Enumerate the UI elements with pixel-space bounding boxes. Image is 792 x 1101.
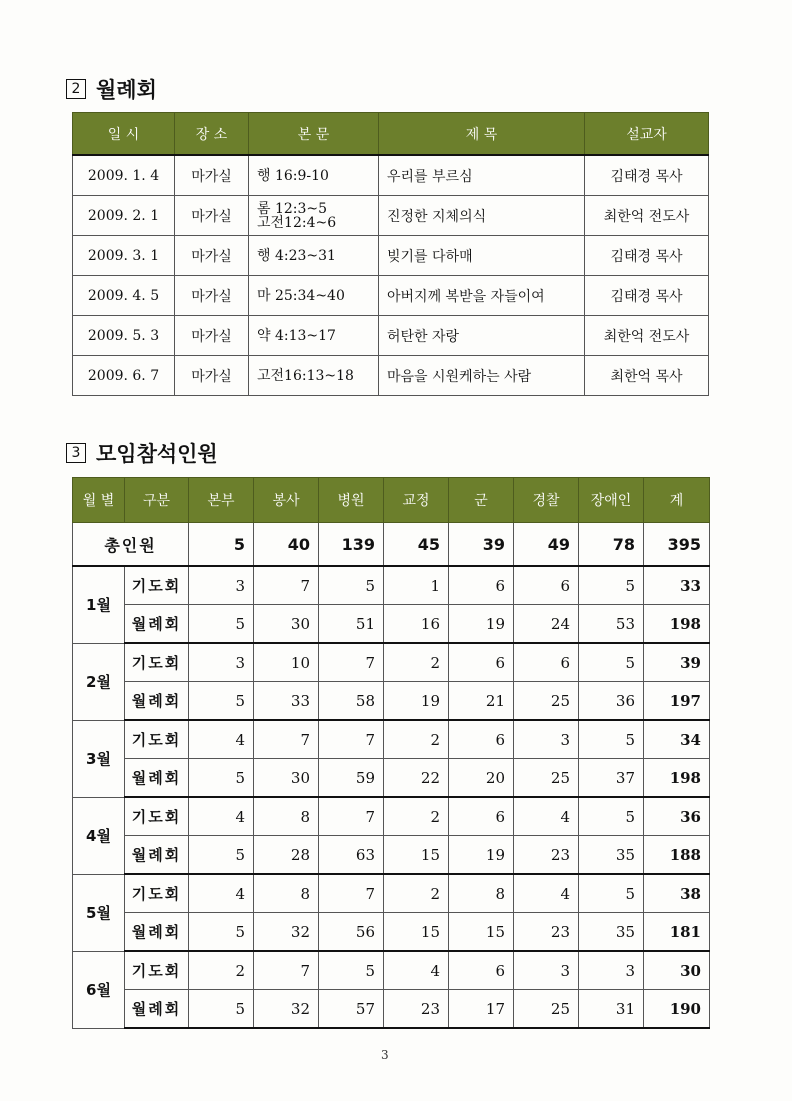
sermon-subject: 우리를 부르심 (379, 155, 585, 196)
section3-heading (66, 438, 218, 468)
attendance-cell: 57 (319, 990, 384, 1029)
sermon-passage-line: 행 4:23~31 (257, 247, 336, 264)
sermon-passage-line: 고전12:4~6 (257, 214, 337, 231)
attendance-cell: 5 (189, 682, 254, 721)
attendance-cell: 28 (254, 836, 319, 875)
attendance-header-cell: 군 (449, 478, 514, 523)
attendance-row (73, 759, 710, 798)
attendance-row (73, 913, 710, 952)
attendance-table (72, 477, 710, 1029)
attendance-month-label: 6월 (73, 951, 125, 1028)
sermon-row (73, 316, 709, 356)
attendance-cell: 34 (644, 720, 710, 759)
attendance-cell: 7 (319, 643, 384, 682)
section2-heading (66, 74, 157, 104)
attendance-month-label: 1월 (73, 566, 125, 643)
sermon-preacher: 최한억 전도사 (585, 196, 709, 236)
attendance-cell: 3 (189, 566, 254, 605)
attendance-cell: 35 (579, 836, 644, 875)
attendance-cell: 3 (579, 951, 644, 990)
attendance-header-cell: 경찰 (514, 478, 579, 523)
sermon-passage-line: 고전16:13~18 (257, 367, 354, 384)
sermon-header-cell: 일 시 (73, 113, 175, 156)
attendance-cell: 33 (644, 566, 710, 605)
attendance-cell: 4 (189, 720, 254, 759)
sermon-date: 2009. 2. 1 (73, 196, 175, 236)
sermon-date: 2009. 5. 3 (73, 316, 175, 356)
sermon-row (73, 196, 709, 236)
attendance-cell: 51 (319, 605, 384, 644)
attendance-cell: 5 (579, 643, 644, 682)
attendance-cell: 36 (579, 682, 644, 721)
sermon-passage (249, 155, 379, 196)
attendance-cell: 7 (254, 951, 319, 990)
attendance-row (73, 605, 710, 644)
attendance-cell: 22 (384, 759, 449, 798)
attendance-cell: 15 (384, 913, 449, 952)
attendance-type-label: 기도회 (125, 566, 189, 605)
sermon-place: 마가실 (175, 316, 249, 356)
attendance-cell: 19 (384, 682, 449, 721)
attendance-cell: 63 (319, 836, 384, 875)
attendance-cell: 4 (514, 797, 579, 836)
sermon-passage (249, 356, 379, 396)
sermon-date: 2009. 1. 4 (73, 155, 175, 196)
attendance-total-cell: 49 (514, 523, 579, 567)
attendance-cell: 5 (319, 951, 384, 990)
attendance-type-label: 기도회 (125, 797, 189, 836)
attendance-cell: 39 (644, 643, 710, 682)
attendance-cell: 2 (384, 874, 449, 913)
attendance-row (73, 643, 710, 682)
attendance-month-label: 4월 (73, 797, 125, 874)
attendance-cell: 19 (449, 605, 514, 644)
attendance-cell: 6 (449, 951, 514, 990)
attendance-row (73, 566, 710, 605)
attendance-header-cell: 장애인 (579, 478, 644, 523)
sermon-row (73, 276, 709, 316)
sermon-date: 2009. 3. 1 (73, 236, 175, 276)
attendance-cell: 6 (449, 643, 514, 682)
attendance-cell: 181 (644, 913, 710, 952)
attendance-total-cell: 139 (319, 523, 384, 567)
sermon-place: 마가실 (175, 356, 249, 396)
attendance-type-label: 월례회 (125, 836, 189, 875)
attendance-total-cell: 395 (644, 523, 710, 567)
sermon-row (73, 356, 709, 396)
attendance-cell: 8 (254, 874, 319, 913)
attendance-cell: 7 (319, 720, 384, 759)
sermon-header-cell: 본 문 (249, 113, 379, 156)
attendance-header-cell: 계 (644, 478, 710, 523)
attendance-row (73, 990, 710, 1029)
attendance-cell: 5 (579, 874, 644, 913)
attendance-cell: 30 (254, 759, 319, 798)
sermon-table (72, 112, 709, 396)
attendance-cell: 36 (644, 797, 710, 836)
attendance-table-header (73, 478, 710, 523)
attendance-cell: 20 (449, 759, 514, 798)
attendance-header-cell: 구분 (125, 478, 189, 523)
section2-title: 월례회 (96, 78, 157, 102)
attendance-cell: 188 (644, 836, 710, 875)
attendance-cell: 6 (449, 797, 514, 836)
attendance-cell: 5 (189, 990, 254, 1029)
section3-title: 모임참석인원 (96, 442, 218, 466)
attendance-cell: 21 (449, 682, 514, 721)
attendance-total-cell: 45 (384, 523, 449, 567)
attendance-cell: 2 (384, 797, 449, 836)
sermon-passage (249, 196, 379, 236)
sermon-subject: 아버지께 복받을 자들이여 (379, 276, 585, 316)
sermon-preacher: 김태경 목사 (585, 155, 709, 196)
sermon-passage-line: 행 16:9-10 (257, 167, 329, 184)
attendance-month-label: 2월 (73, 643, 125, 720)
attendance-cell: 23 (514, 913, 579, 952)
attendance-cell: 19 (449, 836, 514, 875)
attendance-total-label: 총인원 (73, 523, 189, 567)
attendance-type-label: 월례회 (125, 913, 189, 952)
sermon-header-cell: 제 목 (379, 113, 585, 156)
attendance-cell: 2 (384, 720, 449, 759)
sermon-preacher: 김태경 목사 (585, 236, 709, 276)
attendance-cell: 56 (319, 913, 384, 952)
attendance-total-cell: 78 (579, 523, 644, 567)
attendance-header-cell: 병원 (319, 478, 384, 523)
attendance-header-cell: 본부 (189, 478, 254, 523)
sermon-passage-line: 마 25:34~40 (257, 287, 345, 304)
attendance-header-cell: 봉사 (254, 478, 319, 523)
sermon-header-cell: 장 소 (175, 113, 249, 156)
attendance-cell: 1 (384, 566, 449, 605)
sermon-passage-line: 롬 12:3~5 (257, 200, 328, 217)
attendance-cell: 3 (514, 951, 579, 990)
attendance-cell: 5 (579, 720, 644, 759)
attendance-header-cell: 교정 (384, 478, 449, 523)
page-number: 3 (381, 1048, 389, 1062)
attendance-cell: 23 (384, 990, 449, 1029)
sermon-preacher: 김태경 목사 (585, 276, 709, 316)
attendance-row (73, 951, 710, 990)
attendance-cell: 5 (189, 836, 254, 875)
attendance-cell: 35 (579, 913, 644, 952)
attendance-cell: 5 (189, 605, 254, 644)
attendance-cell: 6 (514, 566, 579, 605)
attendance-cell: 5 (189, 913, 254, 952)
attendance-cell: 6 (514, 643, 579, 682)
attendance-cell: 23 (514, 836, 579, 875)
attendance-type-label: 월례회 (125, 759, 189, 798)
attendance-type-label: 기도회 (125, 951, 189, 990)
attendance-cell: 30 (644, 951, 710, 990)
attendance-cell: 15 (384, 836, 449, 875)
attendance-total-cell: 5 (189, 523, 254, 567)
attendance-total-cell: 39 (449, 523, 514, 567)
attendance-cell: 5 (189, 759, 254, 798)
attendance-cell: 25 (514, 759, 579, 798)
attendance-cell: 59 (319, 759, 384, 798)
sermon-row (73, 155, 709, 196)
sermon-table-header (73, 113, 709, 156)
attendance-cell: 198 (644, 759, 710, 798)
attendance-cell: 4 (189, 874, 254, 913)
sermon-place: 마가실 (175, 276, 249, 316)
attendance-row (73, 720, 710, 759)
attendance-cell: 8 (254, 797, 319, 836)
attendance-total-row (73, 523, 710, 567)
attendance-row (73, 797, 710, 836)
attendance-month-label: 3월 (73, 720, 125, 797)
attendance-cell: 5 (579, 566, 644, 605)
sermon-header-cell: 설교자 (585, 113, 709, 156)
attendance-cell: 4 (384, 951, 449, 990)
sermon-passage (249, 276, 379, 316)
sermon-subject: 진정한 지체의식 (379, 196, 585, 236)
attendance-type-label: 월례회 (125, 605, 189, 644)
sermon-subject: 허탄한 자랑 (379, 316, 585, 356)
attendance-cell: 198 (644, 605, 710, 644)
attendance-cell: 37 (579, 759, 644, 798)
sermon-subject: 빚기를 다하매 (379, 236, 585, 276)
attendance-cell: 197 (644, 682, 710, 721)
attendance-cell: 24 (514, 605, 579, 644)
attendance-cell: 25 (514, 990, 579, 1029)
sermon-preacher: 최한억 전도사 (585, 316, 709, 356)
attendance-type-label: 월례회 (125, 682, 189, 721)
attendance-cell: 3 (514, 720, 579, 759)
attendance-cell: 2 (384, 643, 449, 682)
attendance-cell: 38 (644, 874, 710, 913)
attendance-cell: 31 (579, 990, 644, 1029)
attendance-cell: 16 (384, 605, 449, 644)
sermon-place: 마가실 (175, 155, 249, 196)
attendance-cell: 6 (449, 566, 514, 605)
attendance-month-label: 5월 (73, 874, 125, 951)
attendance-type-label: 기도회 (125, 874, 189, 913)
attendance-cell: 53 (579, 605, 644, 644)
attendance-total-cell: 40 (254, 523, 319, 567)
attendance-cell: 17 (449, 990, 514, 1029)
attendance-cell: 58 (319, 682, 384, 721)
section2-number: 2 (66, 79, 86, 99)
sermon-row (73, 236, 709, 276)
sermon-preacher: 최한억 목사 (585, 356, 709, 396)
attendance-row (73, 682, 710, 721)
attendance-cell: 5 (319, 566, 384, 605)
sermon-date: 2009. 4. 5 (73, 276, 175, 316)
attendance-cell: 7 (319, 874, 384, 913)
attendance-type-label: 월례회 (125, 990, 189, 1029)
attendance-cell: 7 (254, 566, 319, 605)
attendance-type-label: 기도회 (125, 720, 189, 759)
attendance-cell: 3 (189, 643, 254, 682)
sermon-passage (249, 316, 379, 356)
attendance-cell: 4 (514, 874, 579, 913)
attendance-cell: 2 (189, 951, 254, 990)
attendance-cell: 25 (514, 682, 579, 721)
attendance-cell: 7 (254, 720, 319, 759)
attendance-cell: 4 (189, 797, 254, 836)
section3-number: 3 (66, 443, 86, 463)
attendance-cell: 15 (449, 913, 514, 952)
attendance-cell: 32 (254, 990, 319, 1029)
attendance-cell: 10 (254, 643, 319, 682)
attendance-cell: 33 (254, 682, 319, 721)
attendance-type-label: 기도회 (125, 643, 189, 682)
attendance-cell: 8 (449, 874, 514, 913)
attendance-cell: 5 (579, 797, 644, 836)
sermon-date: 2009. 6. 7 (73, 356, 175, 396)
attendance-cell: 7 (319, 797, 384, 836)
sermon-subject: 마음을 시원케하는 사람 (379, 356, 585, 396)
attendance-cell: 190 (644, 990, 710, 1029)
attendance-row (73, 836, 710, 875)
attendance-cell: 30 (254, 605, 319, 644)
attendance-cell: 32 (254, 913, 319, 952)
sermon-place: 마가실 (175, 196, 249, 236)
sermon-passage-line: 약 4:13~17 (257, 327, 336, 344)
attendance-header-cell: 월 별 (73, 478, 125, 523)
sermon-passage (249, 236, 379, 276)
sermon-place: 마가실 (175, 236, 249, 276)
attendance-cell: 6 (449, 720, 514, 759)
attendance-row (73, 874, 710, 913)
